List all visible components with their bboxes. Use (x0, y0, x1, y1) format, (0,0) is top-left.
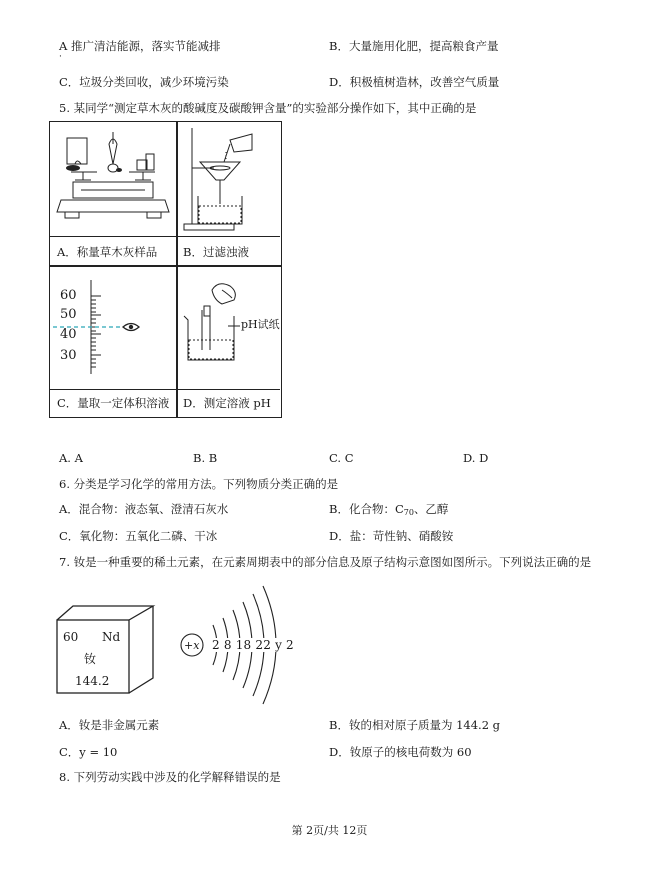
cylinder-tick-label: 50 (60, 307, 77, 322)
caption-divider-bottom (50, 389, 280, 390)
q5-answer-c: C. C (329, 451, 354, 465)
q5-answer-b: B. B (193, 451, 218, 465)
caption-a: A．称量草木灰样品 (57, 245, 158, 259)
q6-option-b-prefix: B．化合物：C (329, 502, 404, 516)
caption-divider-top (50, 236, 280, 237)
q4-option-b: B．大量施用化肥，提高粮食产量 (329, 39, 499, 53)
caption-b: B．过滤浊液 (183, 245, 249, 259)
q5-answer-a: A. A (59, 451, 83, 465)
cylinder-tick-label: 40 (60, 327, 77, 342)
cylinder-tick-label: 30 (60, 348, 77, 363)
q7-stem: 7. 钕是一种重要的稀土元素，在元素周期表中的部分信息及原子结构示意图如图所示。下列说法正确的是 (59, 555, 592, 569)
caption-d: D．测定溶液 pH (183, 396, 271, 410)
cylinder-illustration (51, 270, 175, 386)
caption-c: C．量取一定体积溶液 (57, 396, 170, 410)
cylinder-tick-label: 60 (60, 288, 77, 303)
electron-shells: 2 8 18 22 y 2 (212, 638, 294, 652)
q5-stem: 5. 某同学“测定草木灰的酸碱度及碳酸钾含量”的实验部分操作如下，其中正确的是 (59, 101, 477, 115)
q7-option-b: B．钕的相对原子质量为 144.2 g (329, 718, 501, 732)
atomic-number: 60 (63, 630, 79, 644)
atomic-mass: 144.2 (75, 674, 110, 688)
page-footer: 第 2页/共 12页 (291, 824, 368, 837)
element-name: 钕 (84, 652, 97, 666)
eye-icon (123, 324, 139, 331)
q6-option-d: D．盐：苛性钠、硝酸铵 (329, 529, 454, 543)
q6-stem: 6. 分类是学习化学的常用方法。下列物质分类正确的是 (59, 477, 339, 491)
filtration-illustration (178, 124, 278, 234)
q6-option-b (329, 502, 448, 520)
sample-pile-icon (66, 165, 80, 171)
q5-answer-d: D. D (463, 451, 489, 465)
q4-option-c: C．垃圾分类回收，减少环境污染 (59, 75, 229, 89)
q7-option-d: D．钕原子的核电荷数为 60 (329, 745, 472, 759)
q4-option-d: D．积极植树造林，改善空气质量 (329, 75, 500, 89)
q7-option-a: A．钕是非金属元素 (59, 718, 160, 732)
q6-option-a: A．混合物：液态氧、澄清石灰水 (59, 502, 229, 516)
q8-stem: 8. 下列劳动实践中涉及的化学解释错误的是 (59, 770, 281, 784)
ph-paper-label: pH试纸 (241, 318, 280, 331)
c70-subscript: 70 (403, 508, 414, 517)
q6-option-c: C．氧化物：五氧化二磷、干冰 (59, 529, 218, 543)
nucleus-charge: +x (184, 639, 200, 652)
element-symbol: Nd (102, 630, 121, 644)
q6-option-b-suffix: 、乙醇 (413, 502, 449, 516)
q7-option-c: C．y = 10 (59, 745, 118, 759)
balance-illustration (51, 124, 175, 234)
q4-option-a: A 推广清洁能源，落实节能减排 (59, 39, 221, 53)
bullet-dot: · (59, 52, 62, 62)
